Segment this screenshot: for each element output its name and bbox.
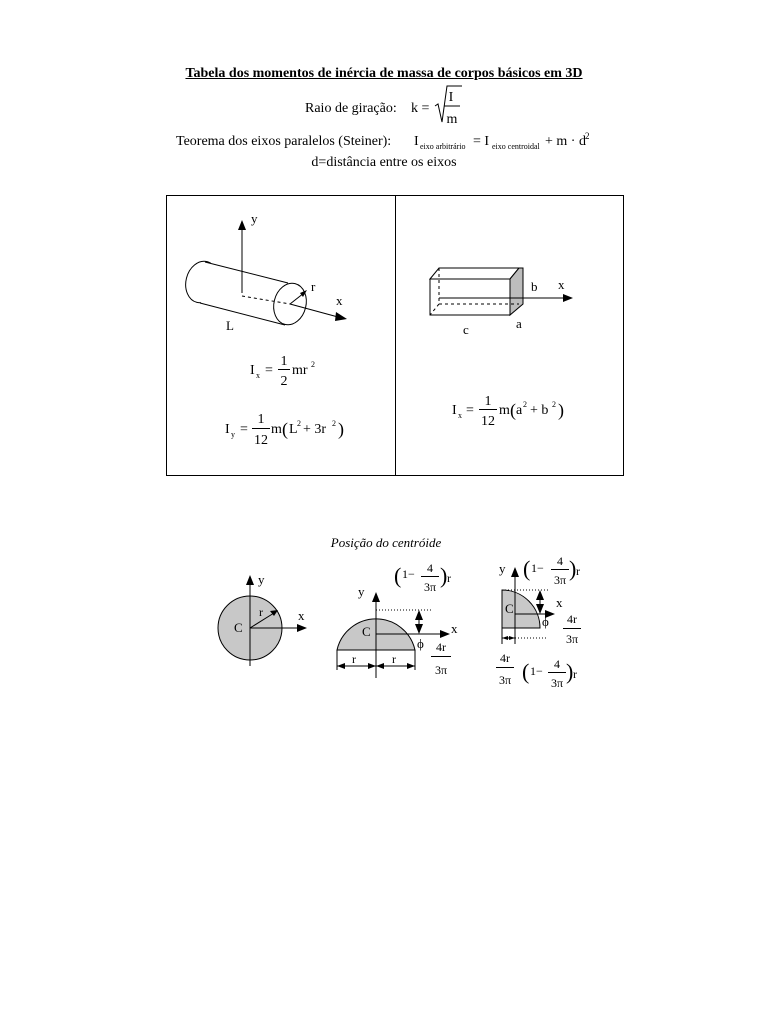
prism-ix-sub: x xyxy=(458,411,462,420)
distance-note: d=distância entre os eixos xyxy=(311,155,457,170)
semi-label-x: x xyxy=(451,621,458,636)
semi-frac-3pi: 3π xyxy=(423,580,437,594)
semi-dim-arrow-ml xyxy=(368,663,376,669)
circle-label-x: x xyxy=(298,608,305,623)
quarter-phi: ϕ xyxy=(542,614,549,629)
semi-frac-4r: 4r xyxy=(436,640,446,654)
semi-one-minus: 1− xyxy=(402,567,415,581)
centroid-title: Posição do centróide xyxy=(330,535,442,550)
semi-dim-arrow-mr xyxy=(376,663,384,669)
semi-rparen: ) xyxy=(440,563,448,588)
quarter-frac-3pi: 3π xyxy=(553,573,567,587)
prism-ix-lparen: ( xyxy=(510,400,516,420)
prism-top-face xyxy=(430,268,519,279)
quarter-bot-rparen: ) xyxy=(566,659,574,684)
quarter-right-3pi: 3π xyxy=(565,632,579,646)
prism-ix-m: m xyxy=(499,403,510,418)
prism-ix-rparen: ) xyxy=(558,400,564,420)
prism-label-a: a xyxy=(516,316,522,331)
prism-x-arrowhead xyxy=(563,294,573,302)
cyl-label-x: x xyxy=(336,293,343,308)
prism-ix-exp2: 2 xyxy=(552,400,556,409)
quarter-frac-4: 4 xyxy=(557,554,563,568)
cyl-iy-exp2: 2 xyxy=(332,419,336,428)
semi-dim-arrow-r xyxy=(407,663,415,669)
cyl-iy-plus: + 3r xyxy=(303,422,327,437)
prism-ix-formula xyxy=(452,394,564,429)
raio-num: I xyxy=(448,90,454,105)
cyl-ix-eq: = xyxy=(265,363,273,378)
quarter-y-arrowhead xyxy=(511,567,519,577)
cyl-label-y: y xyxy=(251,211,258,226)
steiner-rest: + m · d xyxy=(545,134,586,149)
steiner-formula xyxy=(176,131,590,151)
cyl-ix-rest: mr xyxy=(292,363,308,378)
semi-label-y: y xyxy=(358,584,365,599)
prism-figure xyxy=(430,268,573,315)
quarter-r-suffix: r xyxy=(576,564,580,578)
quarter-horiz-arrow-r xyxy=(509,636,515,640)
steiner-sub2: eixo centroidal xyxy=(492,142,540,151)
raio-label: Raio de giração: xyxy=(305,101,397,116)
prism-ix-plus: + b xyxy=(530,403,549,418)
quarter-rparen: ) xyxy=(569,556,577,581)
circle-centroid-figure xyxy=(218,572,307,666)
semi-frac-4: 4 xyxy=(427,561,433,575)
page-title: Tabela dos momentos de inércia de massa de corpos básicos em 3D xyxy=(185,66,583,81)
cyl-label-r: r xyxy=(311,279,316,294)
quarter-right-4r: 4r xyxy=(567,612,577,626)
cylinder-ix-formula xyxy=(250,354,315,389)
semi-lparen: ( xyxy=(394,563,402,588)
circle-label-c: C xyxy=(234,620,243,635)
quarter-lparen: ( xyxy=(523,556,531,581)
quarter-bot-frac-3pi: 3π xyxy=(550,676,564,690)
cyl-label-L: L xyxy=(226,318,234,333)
cyl-iy-rparen: ) xyxy=(338,419,344,439)
cyl-x-arrowhead xyxy=(335,312,347,321)
quarter-bot-lparen: ( xyxy=(522,659,530,684)
semicircle-centroid-figure xyxy=(337,561,458,678)
semi-top-dim-arrow-down xyxy=(415,624,423,634)
prism-label-c: c xyxy=(463,322,469,337)
cyl-ix-num: 1 xyxy=(280,354,288,369)
cyl-ix-sub: x xyxy=(256,371,260,380)
steiner-sub1: eixo arbitrário xyxy=(420,142,466,151)
prism-ix-num: 1 xyxy=(484,394,492,409)
cyl-iy-L: L xyxy=(289,422,298,437)
semi-label-r-right: r xyxy=(392,652,396,666)
cyl-bottom-edge xyxy=(200,303,285,325)
cylinder-figure xyxy=(181,220,347,328)
semi-phi: ϕ xyxy=(417,636,424,651)
cyl-iy-lparen: ( xyxy=(282,419,288,439)
circle-label-y: y xyxy=(258,572,265,587)
quarter-horiz-arrow-l xyxy=(502,636,508,640)
cyl-ix-I: I xyxy=(250,363,255,378)
steiner-label: Teorema dos eixos paralelos (Steiner): xyxy=(176,134,392,149)
prism-ix-I: I xyxy=(452,403,457,418)
radius-of-gyration-formula xyxy=(305,86,462,127)
prism-front-face xyxy=(430,279,510,315)
quarter-label-x: x xyxy=(556,595,563,610)
quarter-one-minus: 1− xyxy=(531,561,544,575)
steiner-eq: = I xyxy=(473,134,490,149)
quarter-bot-3pi: 3π xyxy=(498,673,512,687)
prism-ix-eq: = xyxy=(466,403,474,418)
cyl-iy-eq: = xyxy=(240,422,248,437)
quarter-circle-centroid-figure xyxy=(496,554,581,690)
semi-top-dim-arrow-up xyxy=(415,610,423,620)
steiner-exp: 2 xyxy=(585,131,590,141)
quarter-vert-arrow-up xyxy=(536,590,544,600)
cyl-ix-exp: 2 xyxy=(311,360,315,369)
semi-dim-arrow-l xyxy=(337,663,345,669)
prism-ix-exp1: 2 xyxy=(523,400,527,409)
raio-k: k = xyxy=(411,101,430,116)
cyl-iy-m: m xyxy=(271,422,282,437)
prism-label-b: b xyxy=(531,279,538,294)
prism-label-x: x xyxy=(558,277,565,292)
cyl-iy-den: 12 xyxy=(254,433,268,448)
circle-x-arrowhead xyxy=(297,624,307,632)
semi-label-r-left: r xyxy=(352,652,356,666)
quarter-bot-one-minus: 1− xyxy=(530,664,543,678)
semi-label-c: C xyxy=(362,624,371,639)
quarter-bot-4r: 4r xyxy=(500,651,510,665)
prism-ix-den: 12 xyxy=(481,414,495,429)
cyl-iy-num: 1 xyxy=(257,412,265,427)
quarter-label-c: C xyxy=(505,601,514,616)
cyl-top-edge xyxy=(205,262,288,283)
steiner-I1: I xyxy=(414,134,419,149)
raio-den: m xyxy=(446,112,458,127)
cylinder-iy-formula xyxy=(225,412,344,448)
quarter-bot-r-suffix: r xyxy=(573,667,577,681)
cyl-y-arrowhead xyxy=(238,220,246,230)
quarter-label-y: y xyxy=(499,561,506,576)
semi-x-arrowhead xyxy=(440,630,450,638)
circle-label-r: r xyxy=(259,605,263,619)
cyl-iy-sub: y xyxy=(231,430,235,439)
cyl-ix-den: 2 xyxy=(280,374,288,389)
cyl-iy-exp1: 2 xyxy=(297,419,301,428)
semi-frac-3pi-b: 3π xyxy=(434,663,448,677)
cyl-iy-I: I xyxy=(225,422,230,437)
circle-y-arrowhead xyxy=(246,575,254,585)
semi-y-arrowhead xyxy=(372,592,380,602)
quarter-bot-frac-4: 4 xyxy=(554,657,560,671)
semi-r-suffix: r xyxy=(447,571,451,585)
prism-ix-a: a xyxy=(516,403,523,418)
